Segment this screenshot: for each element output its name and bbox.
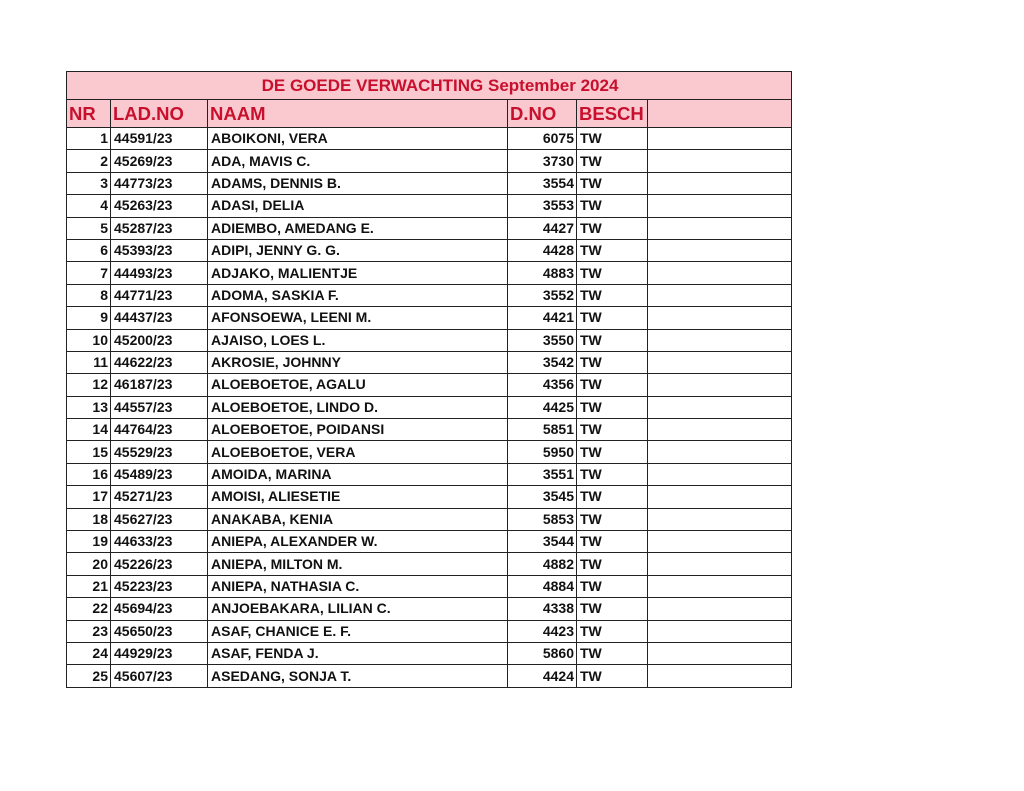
header-lad-no: LAD.NO (111, 100, 208, 128)
cell-nr: 25 (67, 665, 111, 687)
cell-extra (648, 508, 792, 530)
cell-lad-no: 45627/23 (111, 508, 208, 530)
cell-besch: TW (577, 553, 648, 575)
cell-extra (648, 419, 792, 441)
cell-d-no: 4423 (508, 620, 577, 642)
cell-naam: ADJAKO, MALIENTJE (208, 262, 508, 284)
cell-besch: TW (577, 575, 648, 597)
cell-besch: TW (577, 665, 648, 687)
cell-d-no: 4421 (508, 307, 577, 329)
cell-extra (648, 531, 792, 553)
cell-d-no: 5853 (508, 508, 577, 530)
cell-besch: TW (577, 329, 648, 351)
cell-nr: 24 (67, 642, 111, 664)
cell-extra (648, 374, 792, 396)
header-naam: NAAM (208, 100, 508, 128)
cell-besch: TW (577, 172, 648, 194)
cell-nr: 15 (67, 441, 111, 463)
cell-naam: AMOISI, ALIESETIE (208, 486, 508, 508)
cell-extra (648, 486, 792, 508)
cell-lad-no: 45200/23 (111, 329, 208, 351)
cell-d-no: 4424 (508, 665, 577, 687)
cell-extra (648, 262, 792, 284)
cell-besch: TW (577, 351, 648, 373)
table-row (67, 374, 792, 396)
cell-naam: ADOMA, SASKIA F. (208, 284, 508, 306)
cell-lad-no: 45694/23 (111, 598, 208, 620)
cell-lad-no: 45607/23 (111, 665, 208, 687)
cell-d-no: 5950 (508, 441, 577, 463)
cell-extra (648, 307, 792, 329)
cell-besch: TW (577, 239, 648, 261)
cell-lad-no: 44929/23 (111, 642, 208, 664)
roster-table (66, 71, 792, 688)
cell-naam: ASAF, FENDA J. (208, 642, 508, 664)
cell-d-no: 4425 (508, 396, 577, 418)
cell-d-no: 3552 (508, 284, 577, 306)
cell-d-no: 3544 (508, 531, 577, 553)
table-row (67, 553, 792, 575)
cell-besch: TW (577, 598, 648, 620)
cell-nr: 2 (67, 150, 111, 172)
table-row (67, 396, 792, 418)
table-row (67, 531, 792, 553)
cell-extra (648, 351, 792, 373)
table-row (67, 598, 792, 620)
cell-nr: 7 (67, 262, 111, 284)
spreadsheet (66, 71, 791, 688)
cell-naam: AKROSIE, JOHNNY (208, 351, 508, 373)
cell-besch: TW (577, 508, 648, 530)
cell-extra (648, 329, 792, 351)
cell-d-no: 3730 (508, 150, 577, 172)
cell-nr: 4 (67, 195, 111, 217)
cell-nr: 16 (67, 463, 111, 485)
cell-besch: TW (577, 396, 648, 418)
cell-d-no: 3554 (508, 172, 577, 194)
table-row (67, 128, 792, 150)
cell-naam: ALOEBOETOE, LINDO D. (208, 396, 508, 418)
cell-extra (648, 195, 792, 217)
cell-d-no: 3550 (508, 329, 577, 351)
cell-nr: 1 (67, 128, 111, 150)
cell-besch: TW (577, 486, 648, 508)
table-row (67, 620, 792, 642)
title-row (67, 72, 792, 100)
cell-d-no: 6075 (508, 128, 577, 150)
cell-lad-no: 45223/23 (111, 575, 208, 597)
cell-nr: 11 (67, 351, 111, 373)
cell-d-no: 4882 (508, 553, 577, 575)
table-row (67, 172, 792, 194)
cell-besch: TW (577, 531, 648, 553)
cell-besch: TW (577, 217, 648, 239)
cell-extra (648, 575, 792, 597)
cell-nr: 23 (67, 620, 111, 642)
header-nr: NR (67, 100, 111, 128)
cell-extra (648, 172, 792, 194)
cell-besch: TW (577, 419, 648, 441)
cell-lad-no: 44764/23 (111, 419, 208, 441)
cell-nr: 5 (67, 217, 111, 239)
cell-lad-no: 45263/23 (111, 195, 208, 217)
table-row (67, 307, 792, 329)
cell-naam: ADA, MAVIS C. (208, 150, 508, 172)
cell-d-no: 4428 (508, 239, 577, 261)
cell-lad-no: 45489/23 (111, 463, 208, 485)
cell-naam: AJAISO, LOES L. (208, 329, 508, 351)
cell-besch: TW (577, 620, 648, 642)
table-row (67, 217, 792, 239)
cell-extra (648, 553, 792, 575)
cell-lad-no: 45393/23 (111, 239, 208, 261)
cell-extra (648, 598, 792, 620)
cell-extra (648, 463, 792, 485)
cell-lad-no: 44622/23 (111, 351, 208, 373)
cell-naam: AMOIDA, MARINA (208, 463, 508, 485)
cell-naam: ANIEPA, NATHASIA C. (208, 575, 508, 597)
cell-nr: 8 (67, 284, 111, 306)
cell-lad-no: 45287/23 (111, 217, 208, 239)
table-row (67, 642, 792, 664)
cell-nr: 14 (67, 419, 111, 441)
table-row (67, 284, 792, 306)
cell-nr: 12 (67, 374, 111, 396)
cell-d-no: 4356 (508, 374, 577, 396)
cell-naam: AFONSOEWA, LEENI M. (208, 307, 508, 329)
cell-naam: ANIEPA, MILTON M. (208, 553, 508, 575)
table-row (67, 441, 792, 463)
table-row (67, 150, 792, 172)
cell-naam: ADAMS, DENNIS B. (208, 172, 508, 194)
cell-lad-no: 44773/23 (111, 172, 208, 194)
cell-extra (648, 665, 792, 687)
cell-naam: ANJOEBAKARA, LILIAN C. (208, 598, 508, 620)
cell-naam: ANIEPA, ALEXANDER W. (208, 531, 508, 553)
table-row (67, 195, 792, 217)
cell-besch: TW (577, 374, 648, 396)
cell-d-no: 5860 (508, 642, 577, 664)
cell-lad-no: 44557/23 (111, 396, 208, 418)
table-row (67, 575, 792, 597)
table-row (67, 262, 792, 284)
cell-lad-no: 45226/23 (111, 553, 208, 575)
cell-d-no: 4883 (508, 262, 577, 284)
table-row (67, 239, 792, 261)
cell-extra (648, 239, 792, 261)
cell-naam: ALOEBOETOE, POIDANSI (208, 419, 508, 441)
cell-naam: ALOEBOETOE, AGALU (208, 374, 508, 396)
table-row (67, 463, 792, 485)
cell-naam: ADASI, DELIA (208, 195, 508, 217)
cell-besch: TW (577, 195, 648, 217)
cell-extra (648, 396, 792, 418)
cell-extra (648, 150, 792, 172)
cell-lad-no: 44493/23 (111, 262, 208, 284)
cell-nr: 19 (67, 531, 111, 553)
cell-extra (648, 284, 792, 306)
cell-besch: TW (577, 463, 648, 485)
cell-nr: 22 (67, 598, 111, 620)
cell-besch: TW (577, 441, 648, 463)
cell-extra (648, 128, 792, 150)
cell-nr: 9 (67, 307, 111, 329)
cell-extra (648, 642, 792, 664)
cell-lad-no: 46187/23 (111, 374, 208, 396)
cell-naam: ANAKABA, KENIA (208, 508, 508, 530)
cell-d-no: 3545 (508, 486, 577, 508)
table-row (67, 665, 792, 687)
table-row (67, 419, 792, 441)
cell-lad-no: 45529/23 (111, 441, 208, 463)
cell-d-no: 3553 (508, 195, 577, 217)
cell-nr: 10 (67, 329, 111, 351)
table-row (67, 486, 792, 508)
cell-besch: TW (577, 128, 648, 150)
cell-naam: ADIEMBO, AMEDANG E. (208, 217, 508, 239)
cell-besch: TW (577, 307, 648, 329)
cell-besch: TW (577, 150, 648, 172)
cell-d-no: 3542 (508, 351, 577, 373)
cell-lad-no: 44437/23 (111, 307, 208, 329)
cell-lad-no: 45269/23 (111, 150, 208, 172)
cell-extra (648, 217, 792, 239)
header-besch: BESCH (577, 100, 648, 128)
cell-nr: 18 (67, 508, 111, 530)
header-d-no: D.NO (508, 100, 577, 128)
cell-besch: TW (577, 284, 648, 306)
cell-naam: ASEDANG, SONJA T. (208, 665, 508, 687)
cell-nr: 13 (67, 396, 111, 418)
header-row (67, 100, 792, 128)
cell-nr: 3 (67, 172, 111, 194)
cell-nr: 17 (67, 486, 111, 508)
cell-extra (648, 620, 792, 642)
table-row (67, 508, 792, 530)
cell-naam: ASAF, CHANICE E. F. (208, 620, 508, 642)
cell-besch: TW (577, 262, 648, 284)
cell-d-no: 5851 (508, 419, 577, 441)
cell-d-no: 3551 (508, 463, 577, 485)
cell-nr: 20 (67, 553, 111, 575)
cell-naam: ADIPI, JENNY G. G. (208, 239, 508, 261)
table-row (67, 329, 792, 351)
sheet-title: DE GOEDE VERWACHTING September 2024 (67, 72, 792, 100)
cell-lad-no: 44591/23 (111, 128, 208, 150)
cell-nr: 21 (67, 575, 111, 597)
cell-lad-no: 45650/23 (111, 620, 208, 642)
cell-extra (648, 441, 792, 463)
cell-d-no: 4427 (508, 217, 577, 239)
cell-naam: ALOEBOETOE, VERA (208, 441, 508, 463)
header-extra (648, 100, 792, 128)
cell-lad-no: 44633/23 (111, 531, 208, 553)
cell-nr: 6 (67, 239, 111, 261)
cell-lad-no: 45271/23 (111, 486, 208, 508)
cell-d-no: 4884 (508, 575, 577, 597)
cell-lad-no: 44771/23 (111, 284, 208, 306)
cell-d-no: 4338 (508, 598, 577, 620)
cell-besch: TW (577, 642, 648, 664)
cell-naam: ABOIKONI, VERA (208, 128, 508, 150)
table-row (67, 351, 792, 373)
